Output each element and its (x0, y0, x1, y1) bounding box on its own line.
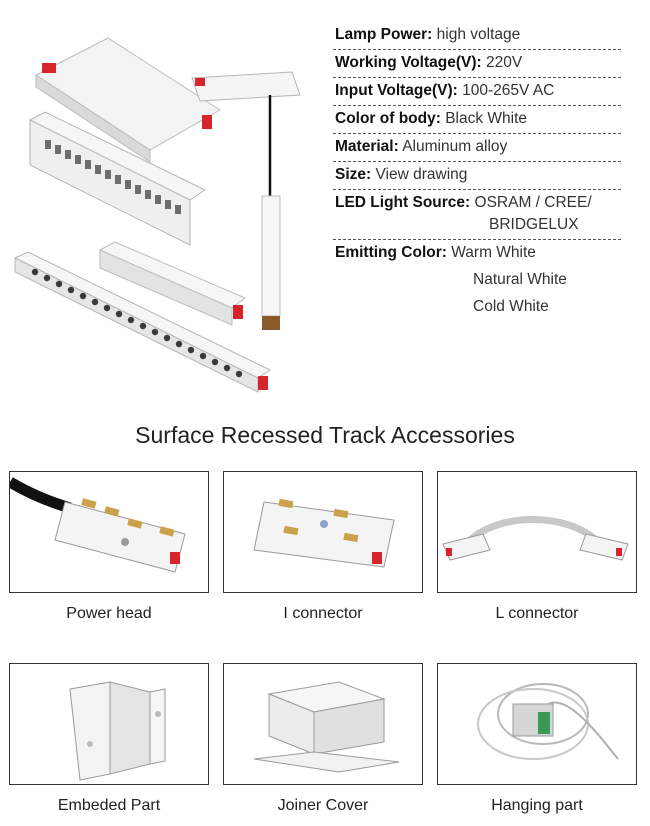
accessory-caption: I connector (283, 605, 363, 622)
spec-value: Black White (445, 110, 528, 127)
i-connector-image (223, 471, 423, 593)
spec-row-led-source (333, 190, 621, 240)
spec-value-continued: BRIDGELUX (489, 216, 579, 233)
spec-value-continued: Natural White (473, 271, 567, 288)
section-title: Surface Recessed Track Accessories (135, 422, 515, 448)
spec-row-lamp-power (333, 22, 621, 50)
accessory-caption: Power head (66, 605, 152, 622)
power-head-image (9, 471, 209, 593)
spec-label: Color of body: (335, 110, 441, 127)
spec-row-color-of-body (333, 106, 621, 134)
accessory-caption: Joiner Cover (277, 797, 369, 814)
spec-label: Emitting Color: (335, 244, 447, 261)
joiner-cover-image (223, 663, 423, 785)
spec-label: Lamp Power: (335, 26, 433, 43)
spec-row-emitting-color (333, 240, 621, 321)
spec-label: Working Voltage(V): (335, 54, 482, 71)
spec-value-continued: Cold White (473, 298, 549, 315)
spec-value: Aluminum alloy (402, 138, 508, 155)
accessory-caption: L connector (495, 605, 579, 622)
spec-row-size (333, 162, 621, 190)
spec-value: 100-265V AC (462, 82, 555, 99)
accessory-caption: Hanging part (491, 797, 583, 814)
spec-row-material (333, 134, 621, 162)
spec-label: Material: (335, 138, 399, 155)
spec-row-working-voltage (333, 50, 621, 78)
spec-list (333, 22, 621, 321)
spec-row-input-voltage (333, 78, 621, 106)
accessory-caption: Embeded Part (57, 797, 161, 814)
l-connector-image (437, 471, 637, 593)
spec-value: View drawing (375, 166, 468, 183)
spec-label: LED Light Source: (335, 194, 471, 211)
product-hero-illustration (0, 0, 320, 400)
embeded-part-image (9, 663, 209, 785)
spec-value: Warm White (451, 244, 536, 261)
spec-label: Input Voltage(V): (335, 82, 458, 99)
spec-value: high voltage (436, 26, 521, 43)
spec-label: Size: (335, 166, 372, 183)
spec-value: OSRAM / CREE/ (474, 194, 592, 211)
hanging-part-image (437, 663, 637, 785)
spec-value: 220V (486, 54, 523, 71)
